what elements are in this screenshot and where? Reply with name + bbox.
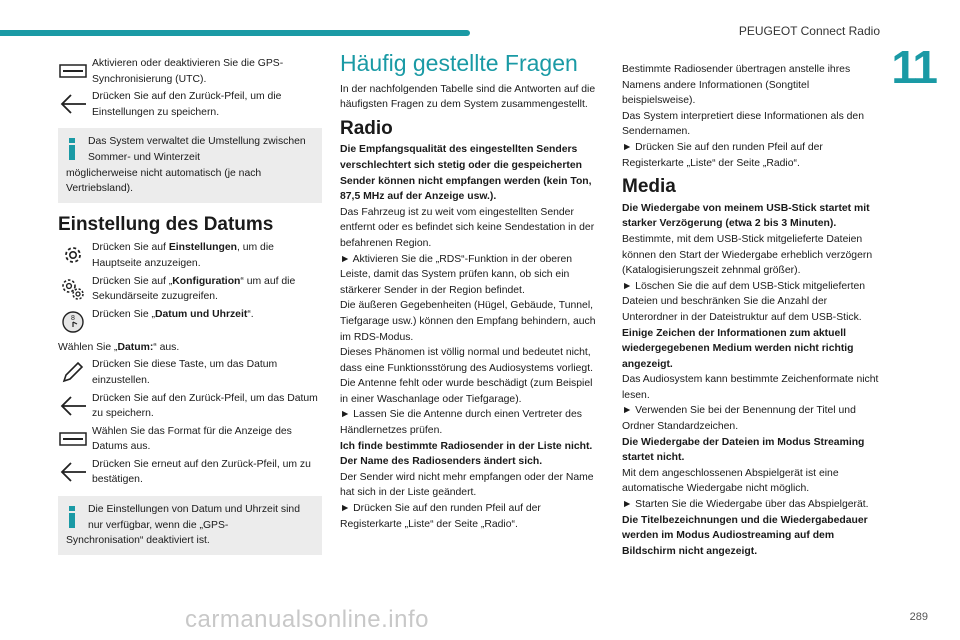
svg-text:8: 8 [71,314,75,322]
question: Die Titelbezeichnungen und die Wiedergabedauer werden im Modus Audiostreaming auf dem Bildschirm nicht angezeigt. [622,514,868,557]
instruction-text: Wählen Sie das Format für die Anzeige des Datums aus. [92,425,292,453]
answer-step: ► Drücken Sie auf den runden Pfeil auf der Registerkarte „Liste“ der Seite „Radio“. [340,503,541,530]
answer: Die Antenne fehlt oder wurde beschädigt (zum Beispiel in einer Waschanlage oder Tiefgarage). [340,378,593,405]
date-select-text: Wählen Sie „Datum:“ aus. [58,341,180,353]
clock-icon [58,307,88,337]
answer: Bestimmte Radiosender übertragen anstelle ihres Namens andere Informationen (Songtitel beispielsweise). [622,64,851,107]
answer: Der Sender wird nicht mehr empfangen oder der Name hat sich in der Liste geändert. [340,471,594,499]
section-title: Einstellung des Datums [58,213,274,235]
instruction-row [58,89,322,120]
instruction-row [58,307,322,337]
instruction-text: Drücken Sie diese Taste, um das Datum einzustellen. [92,359,278,386]
answer: Die äußeren Gegebenheiten (Hügel, Gebäude, Tunnel, Tiefgarage usw.) können den Empfang behindern, auch im RDS-Modus. [340,300,596,343]
question: Die Empfangsqualität des eingestellten Senders verschlechtert sich stetig oder die gespeicherten Sender können nicht empfangen werden (kein Ton, 87,5 MHz auf der Anzeige usw.). [340,144,592,203]
watermark: carmanualsonline.info [185,606,429,633]
back-arrow-icon [58,89,88,119]
answer-step: ► Drücken Sie auf den runden Pfeil auf der Registerkarte „Liste“ der Seite „Radio“. [622,141,823,169]
answer: Mit dem angeschlossenen Abspielgerät ist eine automatische Wiedergabe nicht möglich. [622,467,839,495]
answer: Das System interpretiert diese Informationen als den Sendernamen. [622,110,864,138]
instruction-text: Drücken Sie auf den Zurück-Pfeil, um die Einstellungen zu speichern. [92,91,282,118]
answer-step: ► Löschen Sie die auf dem USB-Stick mitgelieferten Dateien und beschränken Sie die Anzahl der Unterordner in der Dateistruktur auf dem USB-Stick. [622,280,866,323]
faq-intro: In der nachfolgenden Tabelle sind die Antworten auf die häufigsten Fragen zu dem System zusammengestellt. [340,83,596,111]
answer: Das Fahrzeug ist zu weit vom eingestellten Sender entfernt oder es befindet sich keine Sendestation in der befahrenen Region. [340,206,595,249]
instruction-text: Drücken Sie auf den Zurück-Pfeil, um das Datum zu speichern. [92,392,318,420]
note-line-2: Synchronisation“ deaktiviert ist. [66,535,210,547]
menu-bar-icon [58,56,88,86]
gear-icon [58,240,88,270]
answer: Bestimmte, mit dem USB-Stick mitgelieferte Dateien können den Start der Wiedergabe erheblich verzögern (Katalogisierungszeit zehnmal größer). [622,233,873,277]
info-note [58,128,322,202]
question: Die Wiedergabe von meinem USB-Stick startet mit starker Verzögerung (etwa 2 bis 3 Minuten). [622,202,870,230]
faq-title: Häufig gestellte Fragen [340,50,578,76]
back-arrow-icon [58,391,88,421]
answer-step: ► Aktivieren Sie die „RDS“-Funktion in der oberen Leiste, damit das System prüfen kann, ob sich ein stärkerer Sender in der Region befindet. [340,253,573,296]
question: Ich finde bestimmte Radiosender in der Liste nicht. [340,440,593,452]
page-number: 289 [909,611,928,623]
question: Die Wiedergabe der Dateien im Modus Streaming startet nicht. [622,436,865,464]
instruction-row [58,357,322,388]
instruction-text: Drücken Sie auf Einstellungen, um die Hauptseite anzuzeigen. [92,242,274,269]
menu-bar-icon [58,424,88,454]
header-accent-bar [0,30,470,36]
instruction-text: Drücken Sie „Datum und Uhrzeit“. [92,308,254,320]
config-gears-icon [58,274,88,304]
note-line-1: Das System verwaltet die Umstellung zwischen Sommer- und Winterzeit [88,136,306,163]
instruction-row [58,56,322,87]
pencil-icon [58,357,88,387]
instruction-row [58,391,322,422]
info-note [58,496,322,555]
question: Einige Zeichen der Informationen zum aktuell wiedergegebenen Medium werden nicht richtig angezeigt. [622,327,854,370]
answer: Das Audiosystem kann bestimmte Zeichenformate nicht lesen. [622,374,879,401]
note-line-1: Die Einstellungen von Datum und Uhrzeit sind nur verfügbar, wenn die „GPS- [88,504,300,531]
info-icon [68,506,76,528]
instruction-text: Aktivieren oder deaktivieren Sie die GPS-Synchronisierung (UTC). [92,58,284,85]
instruction-text: Drücken Sie erneut auf den Zurück-Pfeil, um zu bestätigen. [92,458,311,486]
answer-step: ► Lassen Sie die Antenne durch einen Vertreter des Händlernetzes prüfen. [340,409,582,437]
instruction-row [58,457,322,488]
answer-step: ► Verwenden Sie bei der Benennung der Titel und Ordner Standardzeichen. [622,405,856,433]
instruction-row [58,274,322,305]
note-line-2: möglicherweise nicht automatisch (je nach Vertriebsland). [66,167,262,195]
answer-step: ► Starten Sie die Wiedergabe über das Abspielgerät. [622,499,869,511]
media-title: Media [622,176,676,198]
instruction-row [58,240,322,271]
question: Der Name des Radiosenders ändert sich. [340,456,543,468]
column-left [58,56,322,563]
header-title: PEUGEOT Connect Radio [738,24,880,38]
chapter-number: 11 [891,41,936,93]
column-right [622,62,884,559]
instruction-row [58,424,322,455]
info-icon [68,138,76,160]
back-arrow-icon [58,457,88,487]
instruction-text: Drücken Sie auf „Konfiguration“ um auf die Sekundärseite zuzugreifen. [92,275,296,303]
radio-title: Radio [340,117,393,139]
column-middle [340,50,602,532]
answer: Dieses Phänomen ist völlig normal und bedeutet nicht, dass eine Funktionsstörung des Audiosystems vorliegt. [340,347,593,374]
